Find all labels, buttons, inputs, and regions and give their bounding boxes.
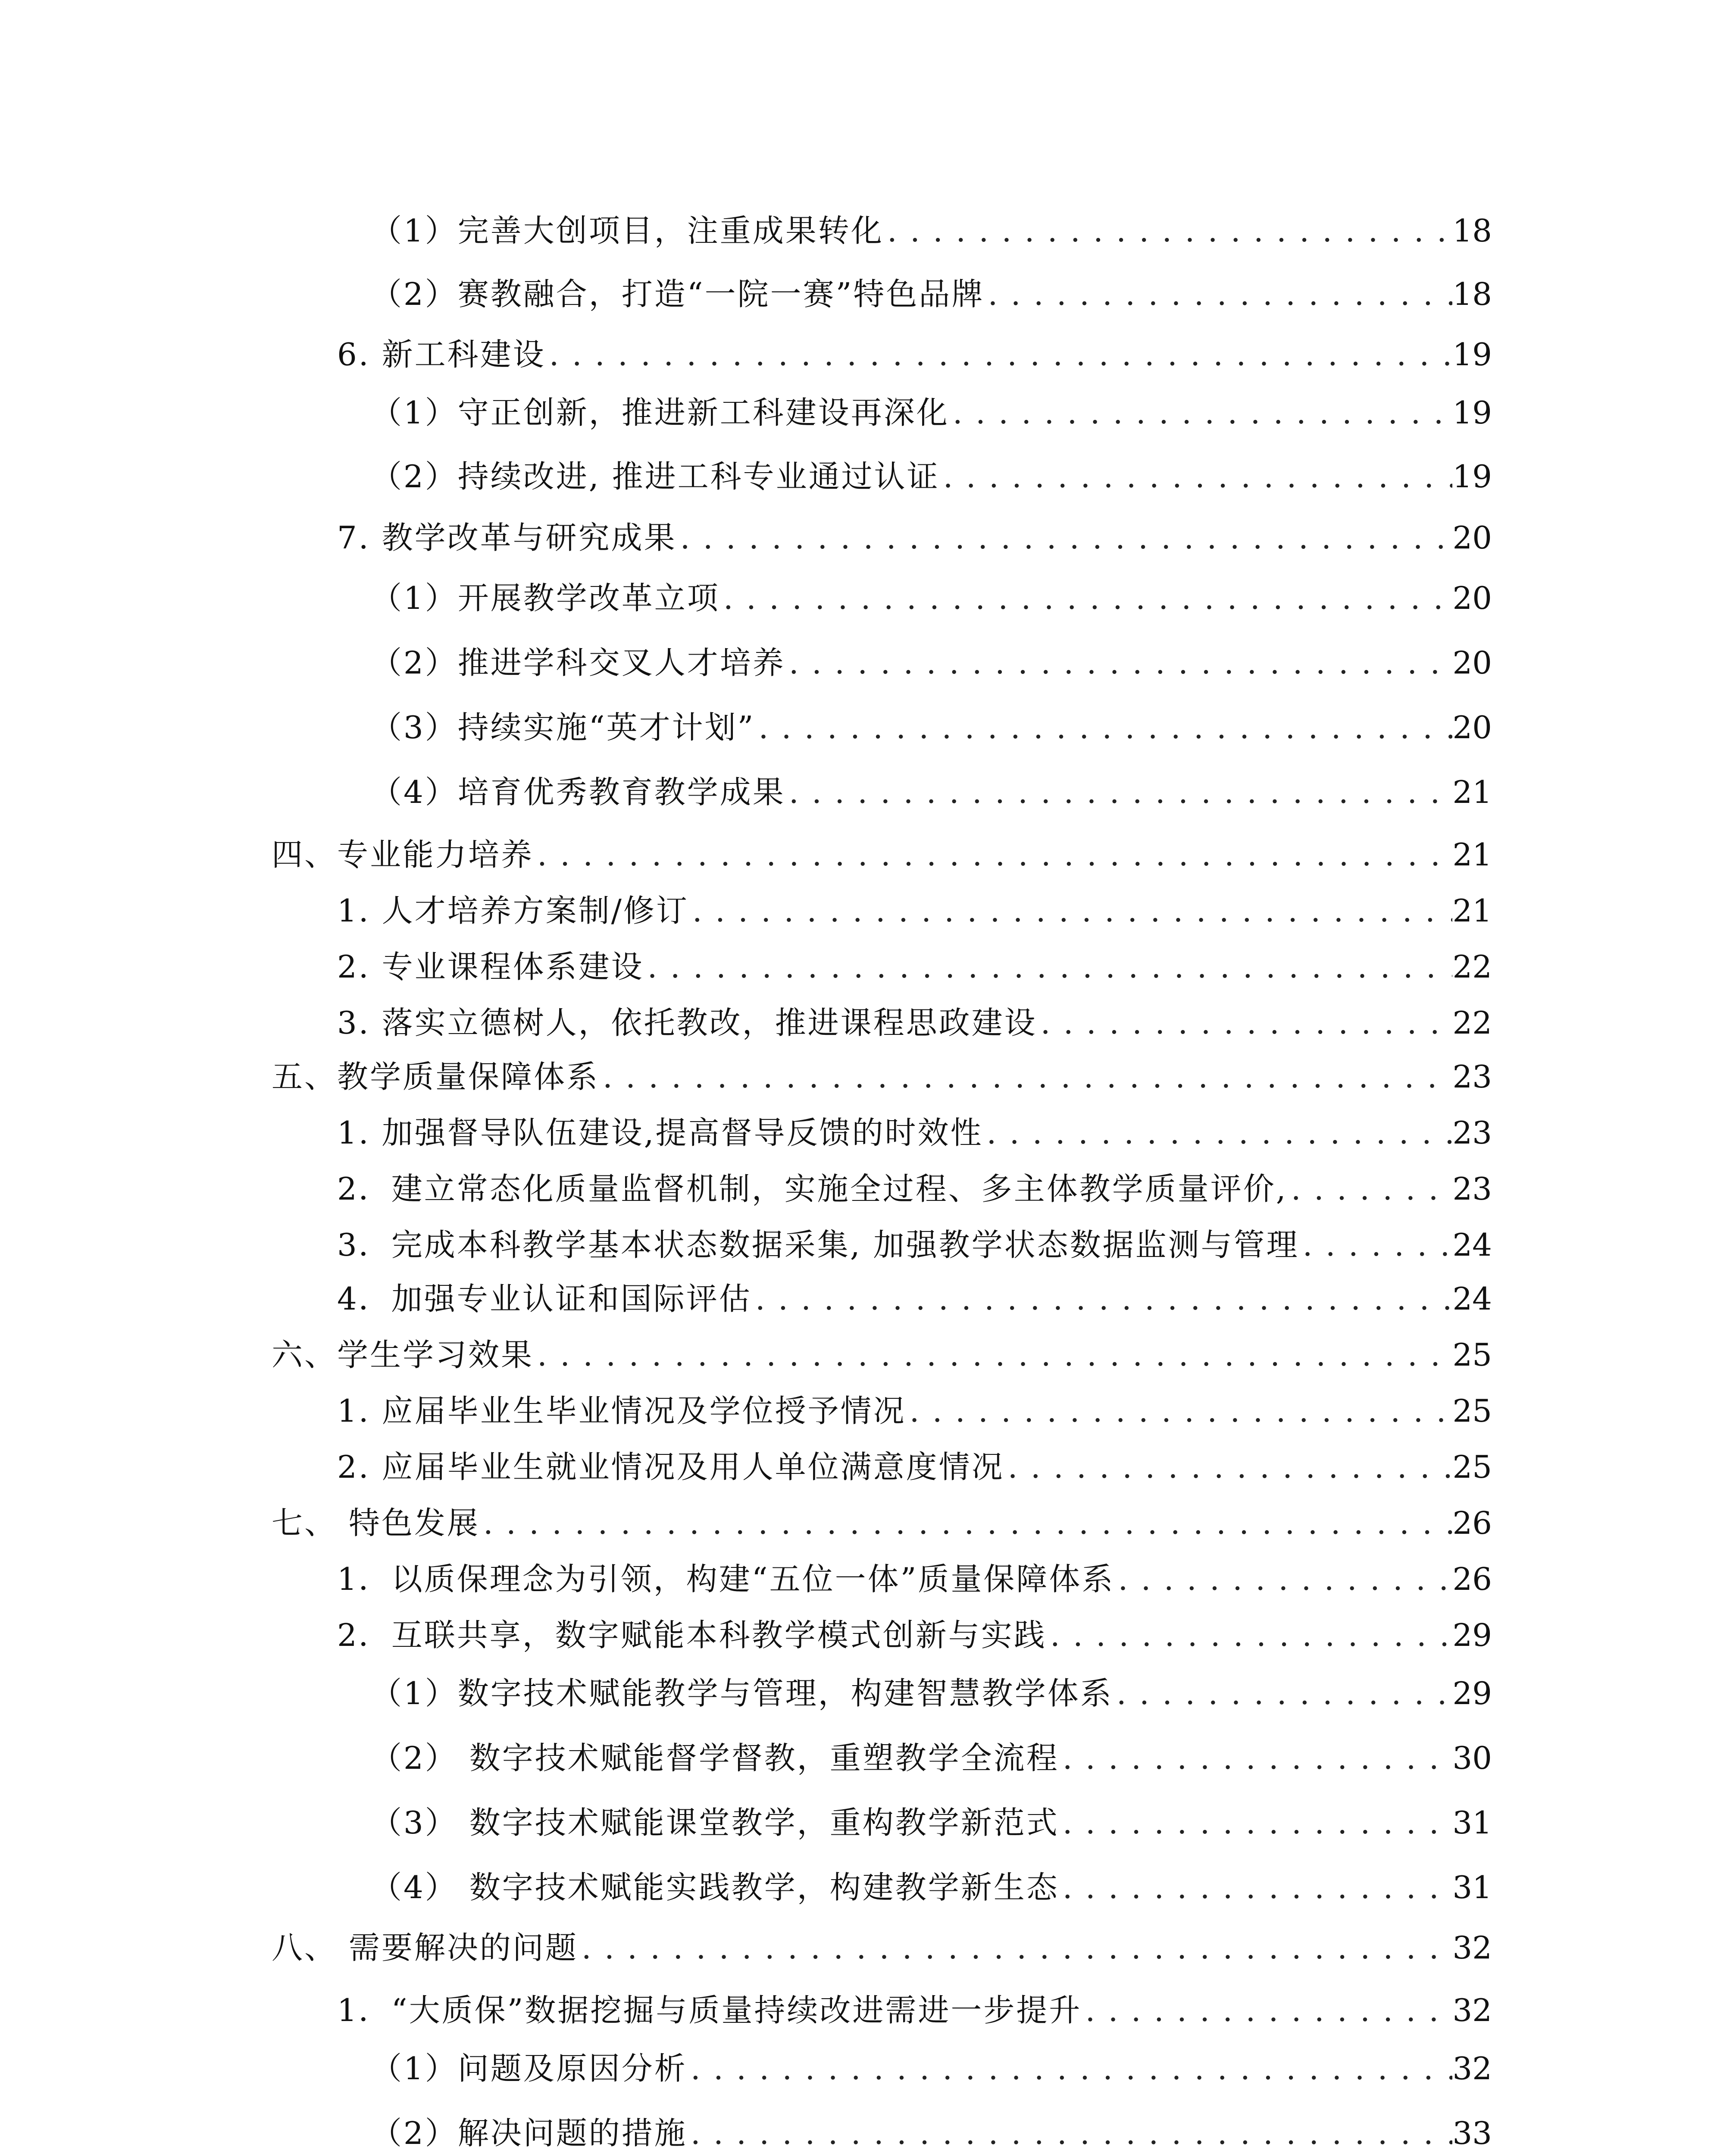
toc-dot-leader xyxy=(1082,1992,1452,2029)
toc-entry-title: 7. 教学改革与研究成果 xyxy=(337,519,677,556)
toc-page-number: 31 xyxy=(1452,1869,1492,1905)
toc-dot-leader xyxy=(687,2050,1453,2087)
toc-dot-leader xyxy=(906,1392,1453,1429)
toc-dot-leader xyxy=(534,836,1452,873)
toc-dot-leader xyxy=(1059,1739,1453,1777)
toc-entry-title: （4）培育优秀教育教学成果 xyxy=(371,774,785,810)
toc-entry[interactable] xyxy=(272,1915,1492,1966)
toc-entry[interactable] xyxy=(272,1322,1492,1373)
toc-entry[interactable] xyxy=(337,934,1492,985)
toc-entry-title: （3）持续实施“英才计划” xyxy=(371,709,755,746)
toc-dot-leader xyxy=(1059,1804,1453,1841)
toc-entry[interactable] xyxy=(337,1100,1492,1151)
toc-dot-leader xyxy=(1113,1675,1453,1712)
toc-entry[interactable] xyxy=(337,1602,1492,1654)
toc-dot-leader xyxy=(720,580,1453,617)
toc-entry[interactable] xyxy=(371,1725,1492,1777)
toc-entry[interactable] xyxy=(371,759,1492,811)
toc-page-number: 26 xyxy=(1452,1504,1492,1541)
toc-dot-leader xyxy=(480,1504,1452,1542)
toc-page-number: 25 xyxy=(1452,1448,1492,1485)
toc-page-number: 25 xyxy=(1452,1392,1492,1429)
toc-entry[interactable] xyxy=(371,197,1492,249)
toc-page-number: 25 xyxy=(1452,1336,1492,1373)
toc-page-number: 30 xyxy=(1452,1739,1492,1776)
toc-entry-title: 3．完成本科教学基本状态数据采集, 加强教学状态数据监测与管理 xyxy=(337,1226,1299,1263)
toc-entry[interactable] xyxy=(272,1490,1492,1542)
toc-entry[interactable] xyxy=(337,1546,1492,1598)
toc-dot-leader xyxy=(1047,1617,1453,1654)
toc-dot-leader xyxy=(1037,1004,1453,1041)
toc-page-number: 24 xyxy=(1452,1226,1492,1263)
toc-entry-title: （3） 数字技术赋能课堂教学，重构教学新范式 xyxy=(371,1804,1059,1841)
toc-dot-leader xyxy=(983,1114,1452,1151)
toc-entry[interactable] xyxy=(371,1660,1492,1712)
toc-page-number: 22 xyxy=(1452,1004,1492,1041)
toc-page-number: 19 xyxy=(1452,336,1492,373)
toc-entry[interactable] xyxy=(371,2100,1492,2152)
toc-dot-leader xyxy=(534,1336,1452,1373)
toc-entry[interactable] xyxy=(337,321,1492,373)
toc-entry-title: 1．“大质保”数据挖掘与质量持续改进需进一步提升 xyxy=(337,1992,1082,2028)
toc-entry[interactable] xyxy=(337,1434,1492,1485)
toc-page-number: 20 xyxy=(1452,580,1492,616)
toc-entry-title: 2．互联共享，数字赋能本科教学模式创新与实践 xyxy=(337,1617,1047,1653)
toc-entry-title: 四、专业能力培养 xyxy=(272,836,534,873)
toc-entry[interactable] xyxy=(337,990,1492,1041)
toc-dot-leader xyxy=(1004,1448,1453,1485)
toc-page-number: 32 xyxy=(1452,2050,1492,2087)
toc-dot-leader xyxy=(785,774,1453,811)
toc-entry-title: 1. 加强督导队伍建设,提高督导反馈的时效性 xyxy=(337,1114,983,1151)
toc-entry[interactable] xyxy=(371,1854,1492,1906)
toc-page-number: 18 xyxy=(1452,212,1492,249)
toc-dot-leader xyxy=(984,276,1452,313)
toc-entry[interactable] xyxy=(371,379,1492,431)
toc-dot-leader xyxy=(599,1058,1452,1095)
toc-dot-leader xyxy=(785,644,1453,681)
toc-dot-leader xyxy=(755,709,1452,746)
toc-dot-leader xyxy=(1114,1561,1452,1598)
toc-page-number: 21 xyxy=(1452,836,1492,873)
toc-page-number: 33 xyxy=(1452,2115,1492,2151)
toc-dot-leader xyxy=(578,1929,1452,1966)
toc-entry[interactable] xyxy=(371,261,1492,313)
toc-entry[interactable] xyxy=(371,2035,1492,2087)
toc-entry[interactable] xyxy=(371,694,1492,746)
toc-page-number: 29 xyxy=(1452,1675,1492,1711)
toc-dot-leader xyxy=(1288,1170,1453,1207)
toc-entry[interactable] xyxy=(371,443,1492,495)
toc-page-number: 19 xyxy=(1452,458,1492,495)
toc-page-number: 32 xyxy=(1452,1929,1492,1966)
toc-entry-title: （2）持续改进, 推进工科专业通过认证 xyxy=(371,458,940,495)
toc-entry-title: （1）问题及原因分析 xyxy=(371,2050,687,2087)
toc-page-number: 29 xyxy=(1452,1617,1492,1653)
toc-entry-title: 2. 专业课程体系建设 xyxy=(337,948,644,985)
toc-page-number: 21 xyxy=(1452,774,1492,810)
toc-page-number: 23 xyxy=(1452,1170,1492,1207)
toc-entry-title: 七、 特色发展 xyxy=(272,1504,480,1541)
toc-entry[interactable] xyxy=(272,821,1492,873)
toc-entry[interactable] xyxy=(337,1977,1492,2029)
toc-entry-title: （1）守正创新，推进新工科建设再深化 xyxy=(371,394,949,431)
toc-entry-title: 3. 落实立德树人，依托教改，推进课程思政建设 xyxy=(337,1004,1037,1041)
toc-entry[interactable] xyxy=(371,565,1492,617)
toc-dot-leader xyxy=(644,948,1453,985)
toc-entry[interactable] xyxy=(371,630,1492,681)
toc-entry-title: 1．以质保理念为引领，构建“五位一体”质量保障体系 xyxy=(337,1561,1115,1597)
toc-entry-title: （2） 数字技术赋能督学督教，重塑教学全流程 xyxy=(371,1739,1059,1776)
toc-entry-title: 2. 应届毕业生就业情况及用人单位满意度情况 xyxy=(337,1448,1004,1485)
toc-page-number: 23 xyxy=(1452,1058,1492,1095)
toc-page-number: 18 xyxy=(1452,276,1492,312)
toc-entry-title: 1. 人才培养方案制/修订 xyxy=(337,892,689,929)
toc-page-number: 20 xyxy=(1452,709,1492,746)
toc-entry-title: （1）数字技术赋能教学与管理，构建智慧教学体系 xyxy=(371,1675,1113,1711)
toc-dot-leader xyxy=(949,394,1453,431)
toc-entry-title: （1）完善大创项目，注重成果转化 xyxy=(371,212,884,249)
toc-entry-title: （2）解决问题的措施 xyxy=(371,2115,687,2151)
toc-entry-title: 五、教学质量保障体系 xyxy=(272,1058,600,1095)
toc-entry-title: 1. 应届毕业生毕业情况及学位授予情况 xyxy=(337,1392,906,1429)
toc-page-number: 26 xyxy=(1452,1561,1492,1597)
toc-entry[interactable] xyxy=(371,1789,1492,1841)
toc-entry-title: （2）推进学科交叉人才培养 xyxy=(371,644,785,681)
toc-entry-title: 八、 需要解决的问题 xyxy=(272,1929,578,1966)
toc-entry-title: 4．加强专业认证和国际评估 xyxy=(337,1280,752,1317)
toc-entry-title: 2．建立常态化质量监督机制，实施全过程、多主体教学质量评价, xyxy=(337,1170,1288,1207)
toc-dot-leader xyxy=(884,212,1453,249)
toc-dot-leader xyxy=(687,2115,1453,2152)
toc-page-number: 31 xyxy=(1452,1804,1492,1841)
toc-entry-title: 六、学生学习效果 xyxy=(272,1336,534,1373)
toc-entry[interactable] xyxy=(337,505,1492,556)
toc-entry[interactable] xyxy=(337,1156,1492,1207)
toc-entry-title: （2）赛教融合，打造“一院一赛”特色品牌 xyxy=(371,276,985,312)
toc-dot-leader xyxy=(940,458,1453,495)
toc-page-number: 20 xyxy=(1452,519,1492,556)
toc-entry[interactable] xyxy=(337,1378,1492,1429)
toc-page-number: 19 xyxy=(1452,394,1492,431)
toc-page-number: 23 xyxy=(1452,1114,1492,1151)
toc-page-number: 21 xyxy=(1452,892,1492,929)
toc-entry-title: （1）开展教学改革立项 xyxy=(371,580,720,616)
toc-page-number: 20 xyxy=(1452,644,1492,681)
toc-dot-leader xyxy=(1059,1869,1453,1906)
toc-entry[interactable] xyxy=(337,1212,1492,1263)
toc-page-number: 22 xyxy=(1452,948,1492,985)
toc-entry[interactable] xyxy=(272,1044,1492,1095)
toc-entry-title: 6. 新工科建设 xyxy=(337,336,546,373)
toc-page-number: 24 xyxy=(1452,1280,1492,1317)
toc-page-number: 32 xyxy=(1452,1992,1492,2028)
toc-dot-leader xyxy=(752,1280,1453,1317)
toc-dot-leader xyxy=(546,336,1453,373)
toc-dot-leader xyxy=(677,519,1453,556)
toc-dot-leader xyxy=(689,892,1453,929)
toc-dot-leader xyxy=(1299,1226,1453,1263)
toc-entry[interactable] xyxy=(337,877,1492,929)
toc-entry[interactable] xyxy=(337,1266,1492,1317)
toc-entry-title: （4） 数字技术赋能实践教学，构建教学新生态 xyxy=(371,1869,1059,1905)
